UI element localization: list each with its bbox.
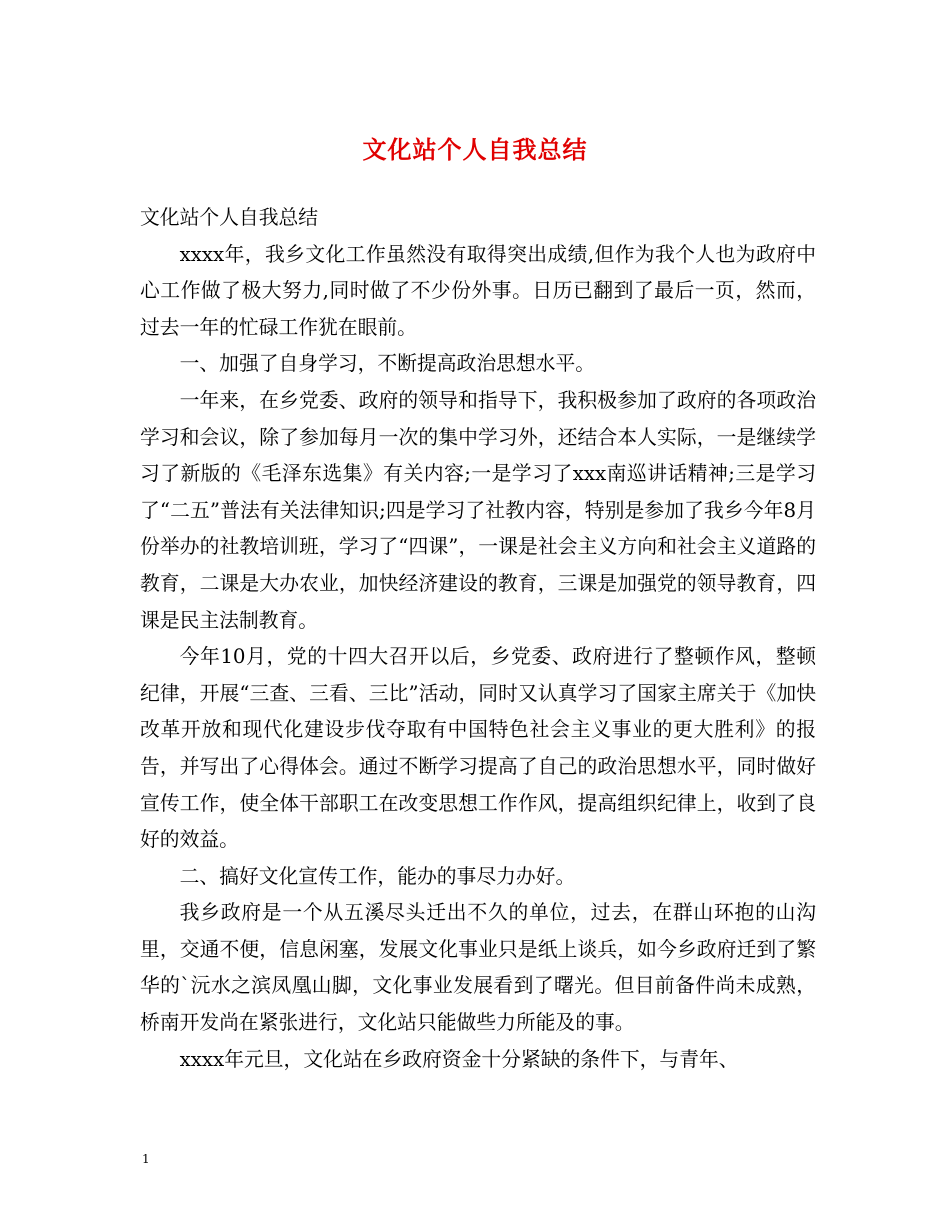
paragraph: 一年来，在乡党委、政府的领导和指导下，我积极参加了政府的各项政治学习和会议，除了参加每月一次的集中学习外，还结合本人实际，一是继续学习了新版的《毛泽东选集》有关内容;一是学习了xxx南巡讲话精神;三是学习了“二五”普法有关法律知识;四是学习了社教内容，特别是参加了我乡今年8月份举办的社教培训班，学习了“四课”，一课是社会主义方向和社会主义道路的教育，二课是大办农业，加快经济建设的教育，三课是加强党的领导教育，四课是民主法制教育。 bbox=[140, 388, 816, 632]
paragraph: 我乡政府是一个从五溪尽头迁出不久的单位，过去，在群山环抱的山沟里，交通不便，信息闲塞，发展文化事业只是纸上谈兵，如今乡政府迁到了繁华的`沅水之滨凤凰山脚，文化事业发展看到了曙光。但目前备件尚未成熟，桥南开发尚在紧张进行，文化站只能做些力所能及的事。 bbox=[140, 901, 816, 1035]
paragraph: xxxx年元旦，文化站在乡政府资金十分紧缺的条件下，与青年、 bbox=[179, 1047, 739, 1071]
document-body bbox=[140, 200, 816, 1078]
paragraph: 今年10月，党的十四大召开以后，乡党委、政府进行了整顿作风，整顿纪律，开展“三查、三看、三比”活动，同时又认真学习了国家主席关于《加快改革开放和现代化建设步伐夺取有中国特色社会主义事业的更大胜利》的报告，并写出了心得体会。通过不断学习提高了自己的政治思想水平，同时做好宣传工作，使全体干部职工在改变思想工作作风，提高组织纪律上，收到了良好的效益。 bbox=[140, 645, 816, 852]
paragraph: xxxx年，我乡文化工作虽然没有取得突出成绩,但作为我个人也为政府中心工作做了极大努力,同时做了不少份外事。日历已翻到了最后一页，然而，过去一年的忙碌工作犹在眼前。 bbox=[140, 242, 816, 339]
document-title: 文化站个人自我总结 bbox=[362, 135, 588, 164]
section-heading: 二、搞好文化宣传工作，能办的事尽力办好。 bbox=[179, 864, 576, 888]
page-number: 1 bbox=[142, 1152, 150, 1166]
section-heading: 一、加强了自身学习，不断提高政治思想水平。 bbox=[179, 352, 596, 376]
document-subtitle: 文化站个人自我总结 bbox=[140, 206, 319, 229]
